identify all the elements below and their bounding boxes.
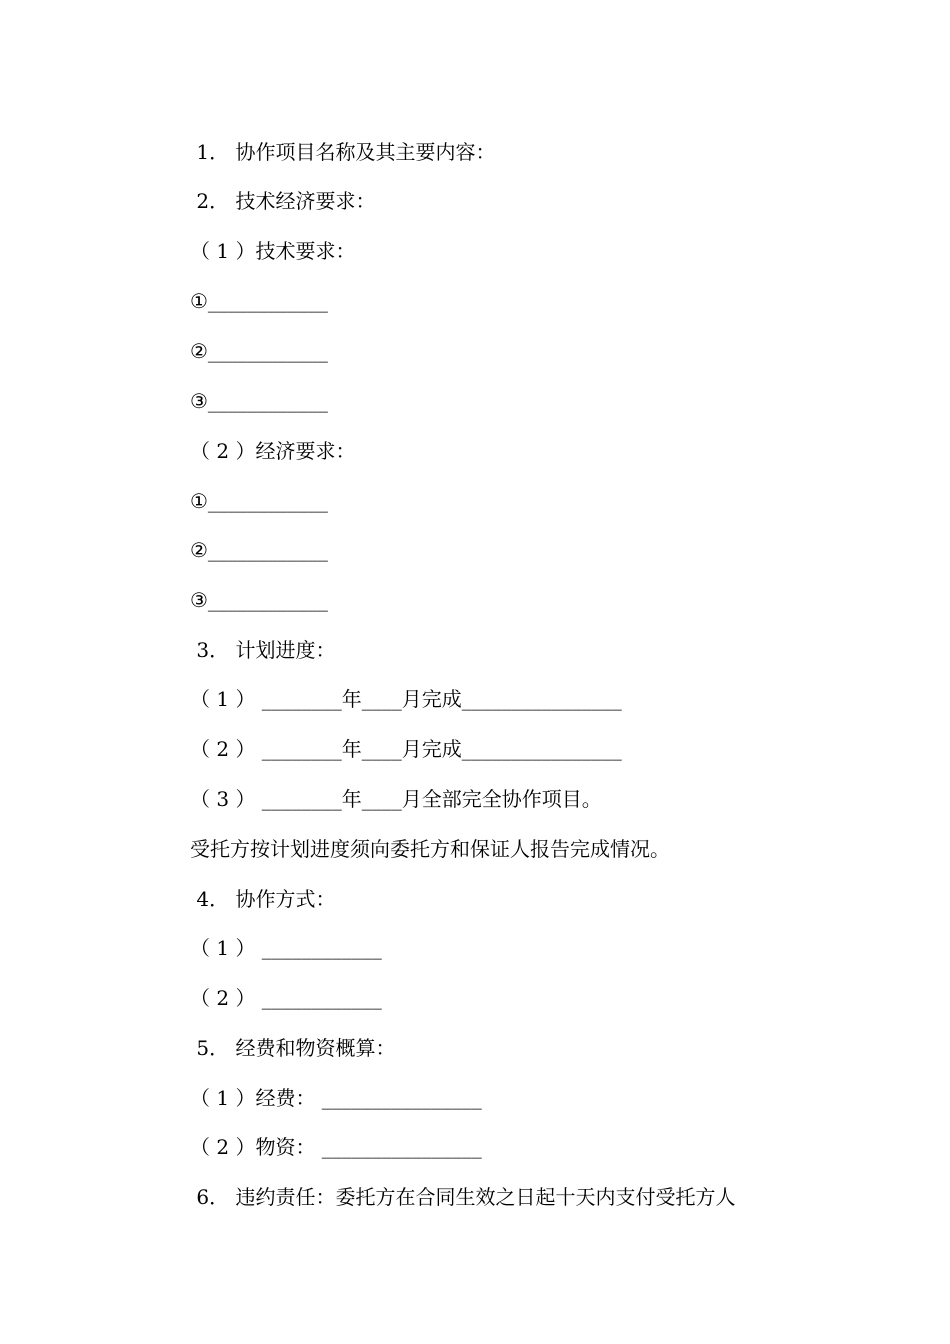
cooperation-blank-1: （ 1 ） ____________ <box>190 936 382 960</box>
item-6-heading: 6． 违约责任：委托方在合同生效之日起十天内支付受托方人 <box>190 1185 736 1209</box>
item-1-heading: 1． 协作项目名称及其主要内容： <box>190 140 496 164</box>
materials-line: （ 2 ）物资： ________________ <box>190 1135 482 1159</box>
schedule-line-1: （ 1 ） ________年____月完成________________ <box>190 687 622 711</box>
economic-requirements-heading: （ 2 ）经济要求： <box>190 439 356 463</box>
tech-blank-1: ①____________ <box>190 289 328 313</box>
schedule-line-2: （ 2 ） ________年____月完成________________ <box>190 737 622 761</box>
economic-blank-2: ②____________ <box>190 538 328 562</box>
economic-blank-3: ③____________ <box>190 588 328 612</box>
item-3-heading: 3． 计划进度： <box>190 638 336 662</box>
progress-report-paragraph: 受托方按计划进度须向委托方和保证人报告完成情况。 <box>190 837 670 861</box>
cooperation-blank-2: （ 2 ） ____________ <box>190 986 382 1010</box>
item-4-heading: 4． 协作方式： <box>190 887 336 911</box>
economic-blank-1: ①____________ <box>190 489 328 513</box>
tech-blank-3: ③____________ <box>190 389 328 413</box>
schedule-line-3: （ 3 ） ________年____月全部完全协作项目。 <box>190 787 602 811</box>
item-2-heading: 2． 技术经济要求： <box>190 189 376 213</box>
funding-line: （ 1 ）经费： ________________ <box>190 1086 482 1110</box>
item-5-heading: 5． 经费和物资概算： <box>190 1036 396 1060</box>
tech-blank-2: ②____________ <box>190 339 328 363</box>
tech-requirements-heading: （ 1 ）技术要求： <box>190 239 356 263</box>
